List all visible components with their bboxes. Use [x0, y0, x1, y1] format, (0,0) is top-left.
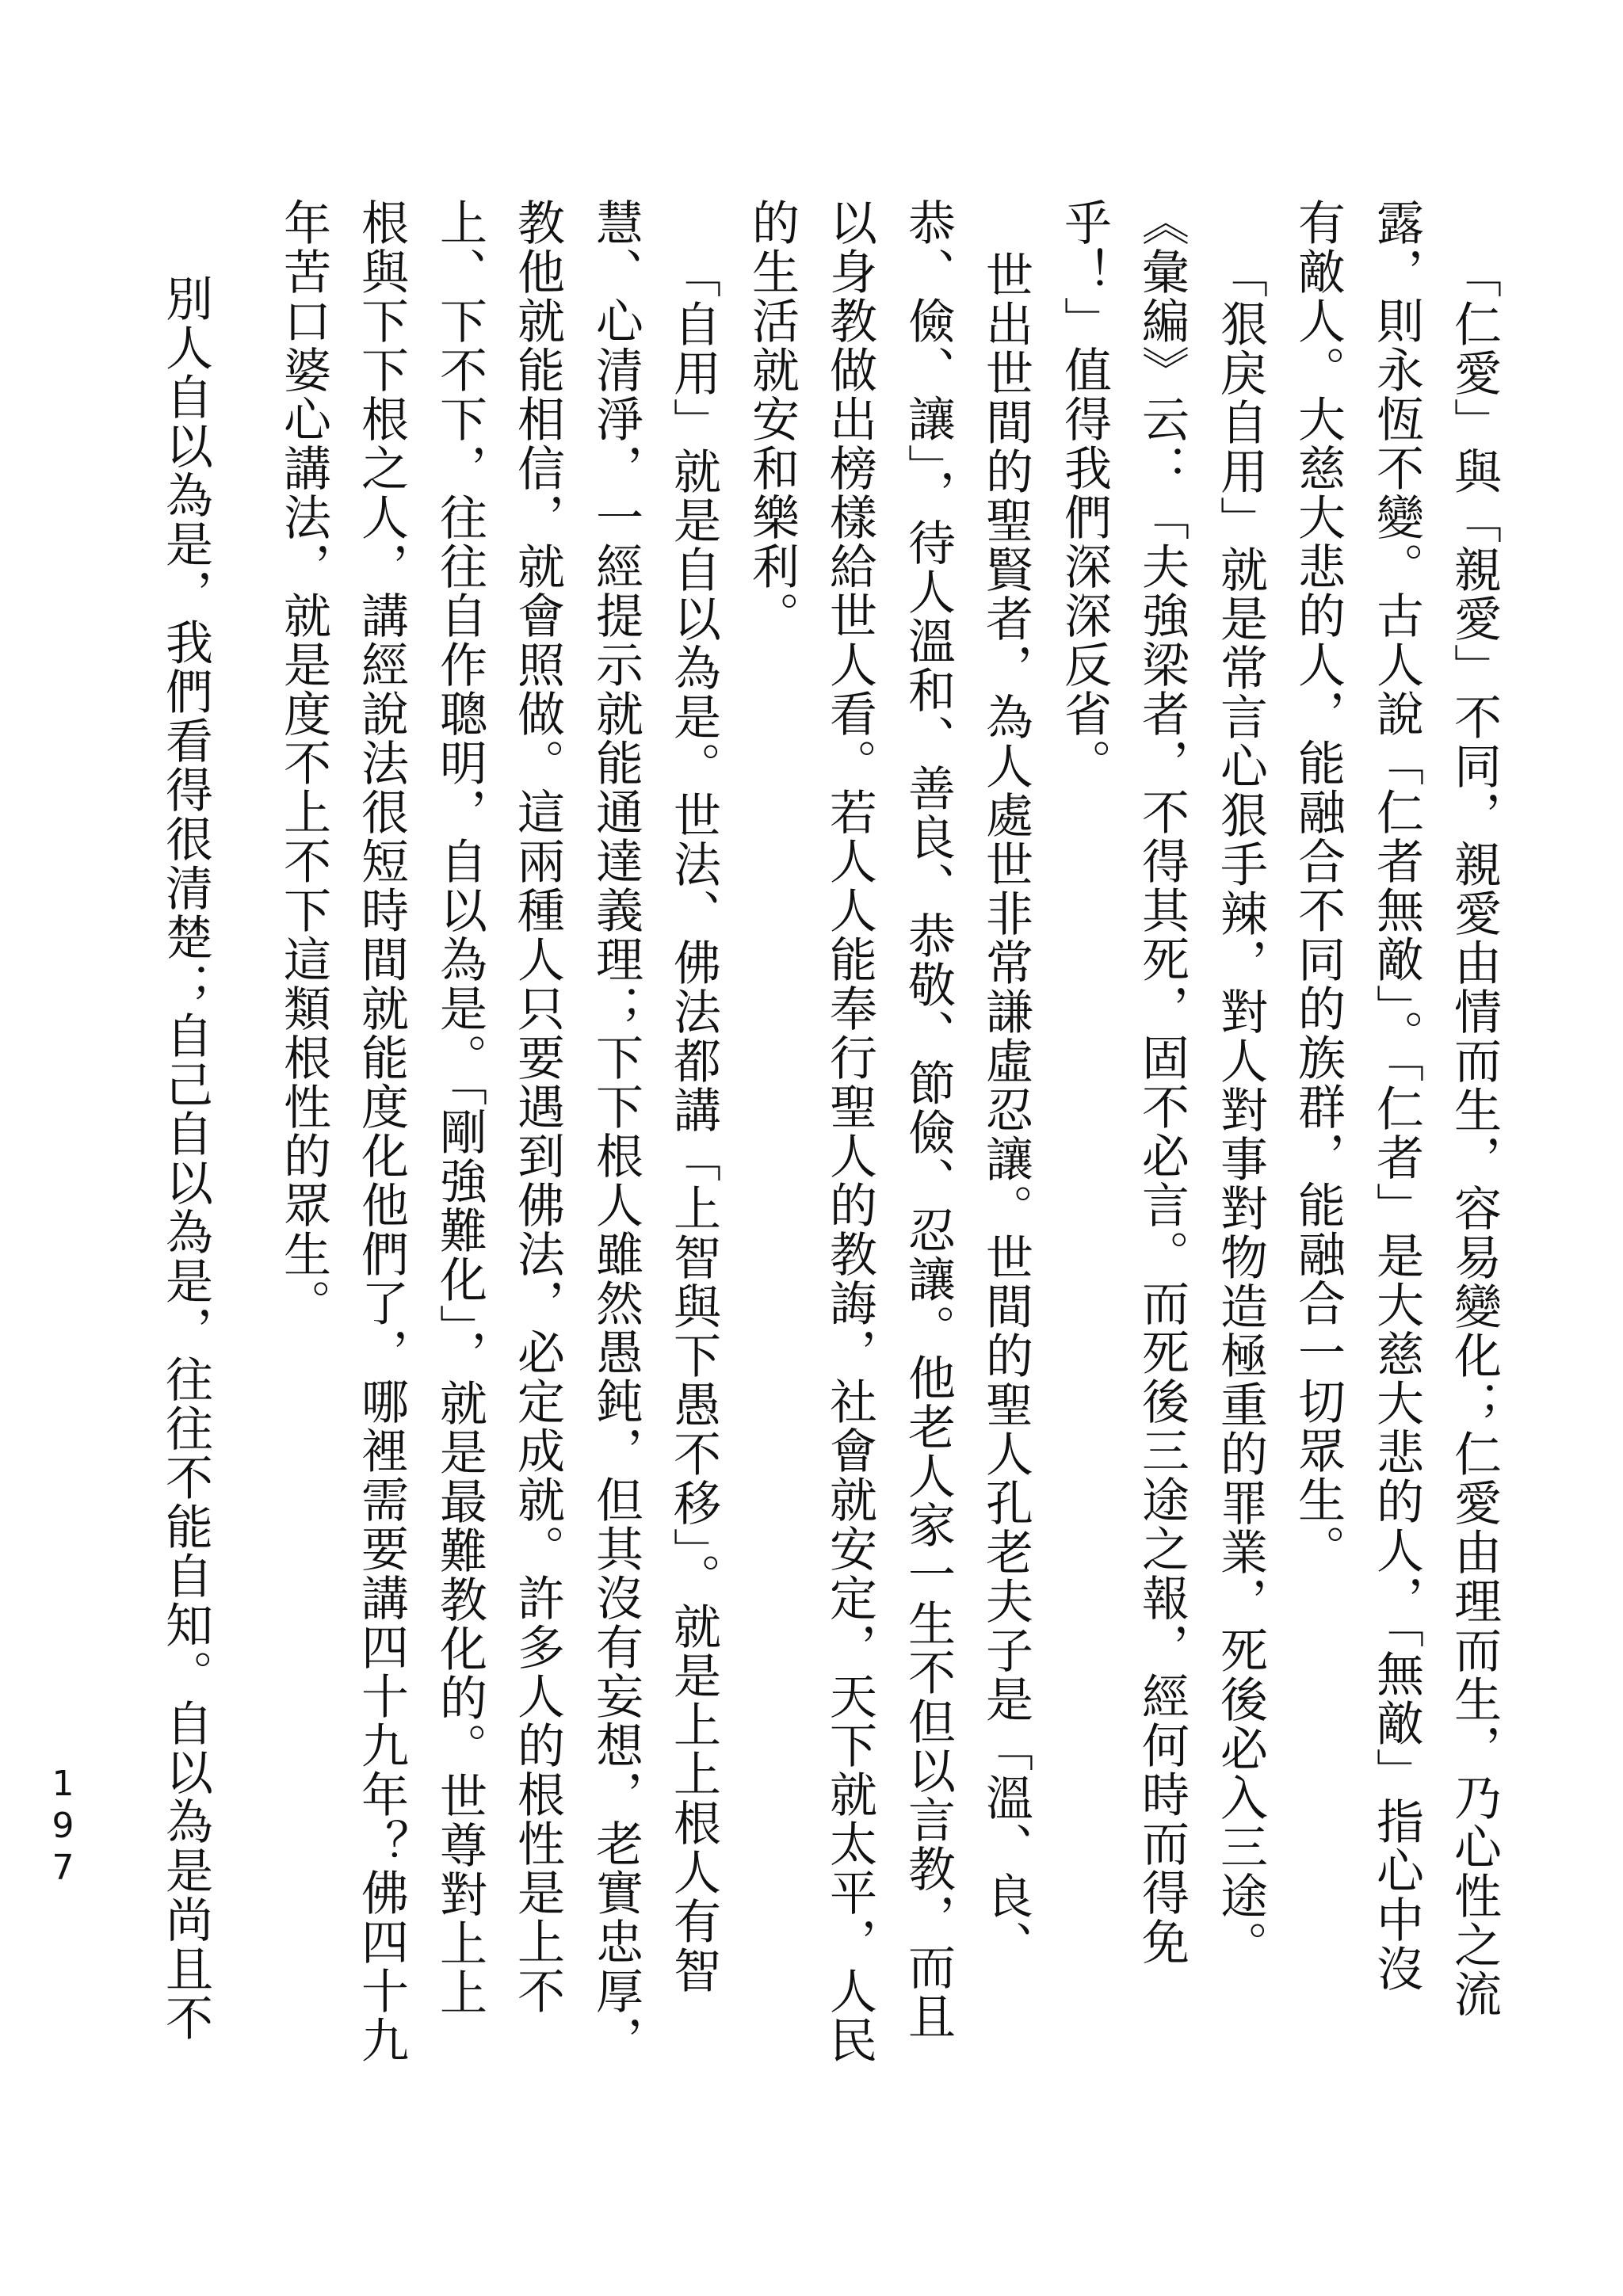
text-column: 露，則永恆不變。古人說「仁者無敵」。「仁者」是大慈大悲的人，「無敵」指心中沒 — [1369, 198, 1424, 1993]
text-column: 根與下下根之人，講經說法很短時間就能度化他們了，哪裡需要講四十九年？佛四十九 — [353, 198, 409, 2065]
text-column: 教他就能相信，就會照做。這兩種人只要遇到佛法，必定成就。許多人的根性是上不 — [510, 198, 565, 2016]
text-column: 上、下不下，往往自作聰明，自以為是。「剛強難化」，就是最難教化的。世尊對上上 — [432, 198, 487, 2017]
text-column: 「自用」就是自以為是。世法、佛法都講「上智與下愚不移」。就是上上根人有智 — [666, 250, 721, 1995]
text-column: 世出世間的聖賢者，為人處世非常謙虛忍讓。世間的聖人孔老夫子是「溫、良、 — [978, 250, 1033, 1970]
text-column: 的生活就安和樂利。 — [744, 198, 800, 640]
text-column: 「仁愛」與「親愛」不同，親愛由情而生，容易變化；仁愛由理而生，乃心性之流 — [1446, 250, 1502, 2019]
page-number: 197 — [43, 1764, 83, 1890]
text-column: 有敵人。大慈大悲的人，能融合不同的族群，能融合一切眾生。 — [1290, 198, 1346, 1573]
text-column: 年苦口婆心講法，就是度不上不下這類根性的眾生。 — [276, 198, 331, 1328]
text-column: 以身教做出榜樣給世人看。若人人能奉行聖人的教誨，社會就安定，天下就太平，人民 — [822, 198, 877, 2065]
text-column: 《彙編》云：「夫強梁者，不得其死，固不必言。而死後三途之報，經何時而得免 — [1134, 198, 1190, 1966]
text-column: 乎！」值得我們深深反省。 — [1056, 198, 1112, 788]
text-column: 「狠戾自用」就是常言心狠手辣，對人對事對物造極重的罪業，死後必入三途。 — [1212, 250, 1268, 1970]
text-column: 慧、心清淨，一經提示就能通達義理；下下根人雖然愚鈍，但其沒有妄想，老實忠厚， — [588, 198, 643, 2065]
text-column: 別人自以為是，我們看得很清楚；自己自以為是，往往不能自知。自以為是尚且不 — [158, 274, 213, 2042]
text-column: 恭、儉、讓」，待人溫和、善良、恭敬、節儉、忍讓。他老人家一生不但以言教，而且 — [900, 198, 956, 2041]
